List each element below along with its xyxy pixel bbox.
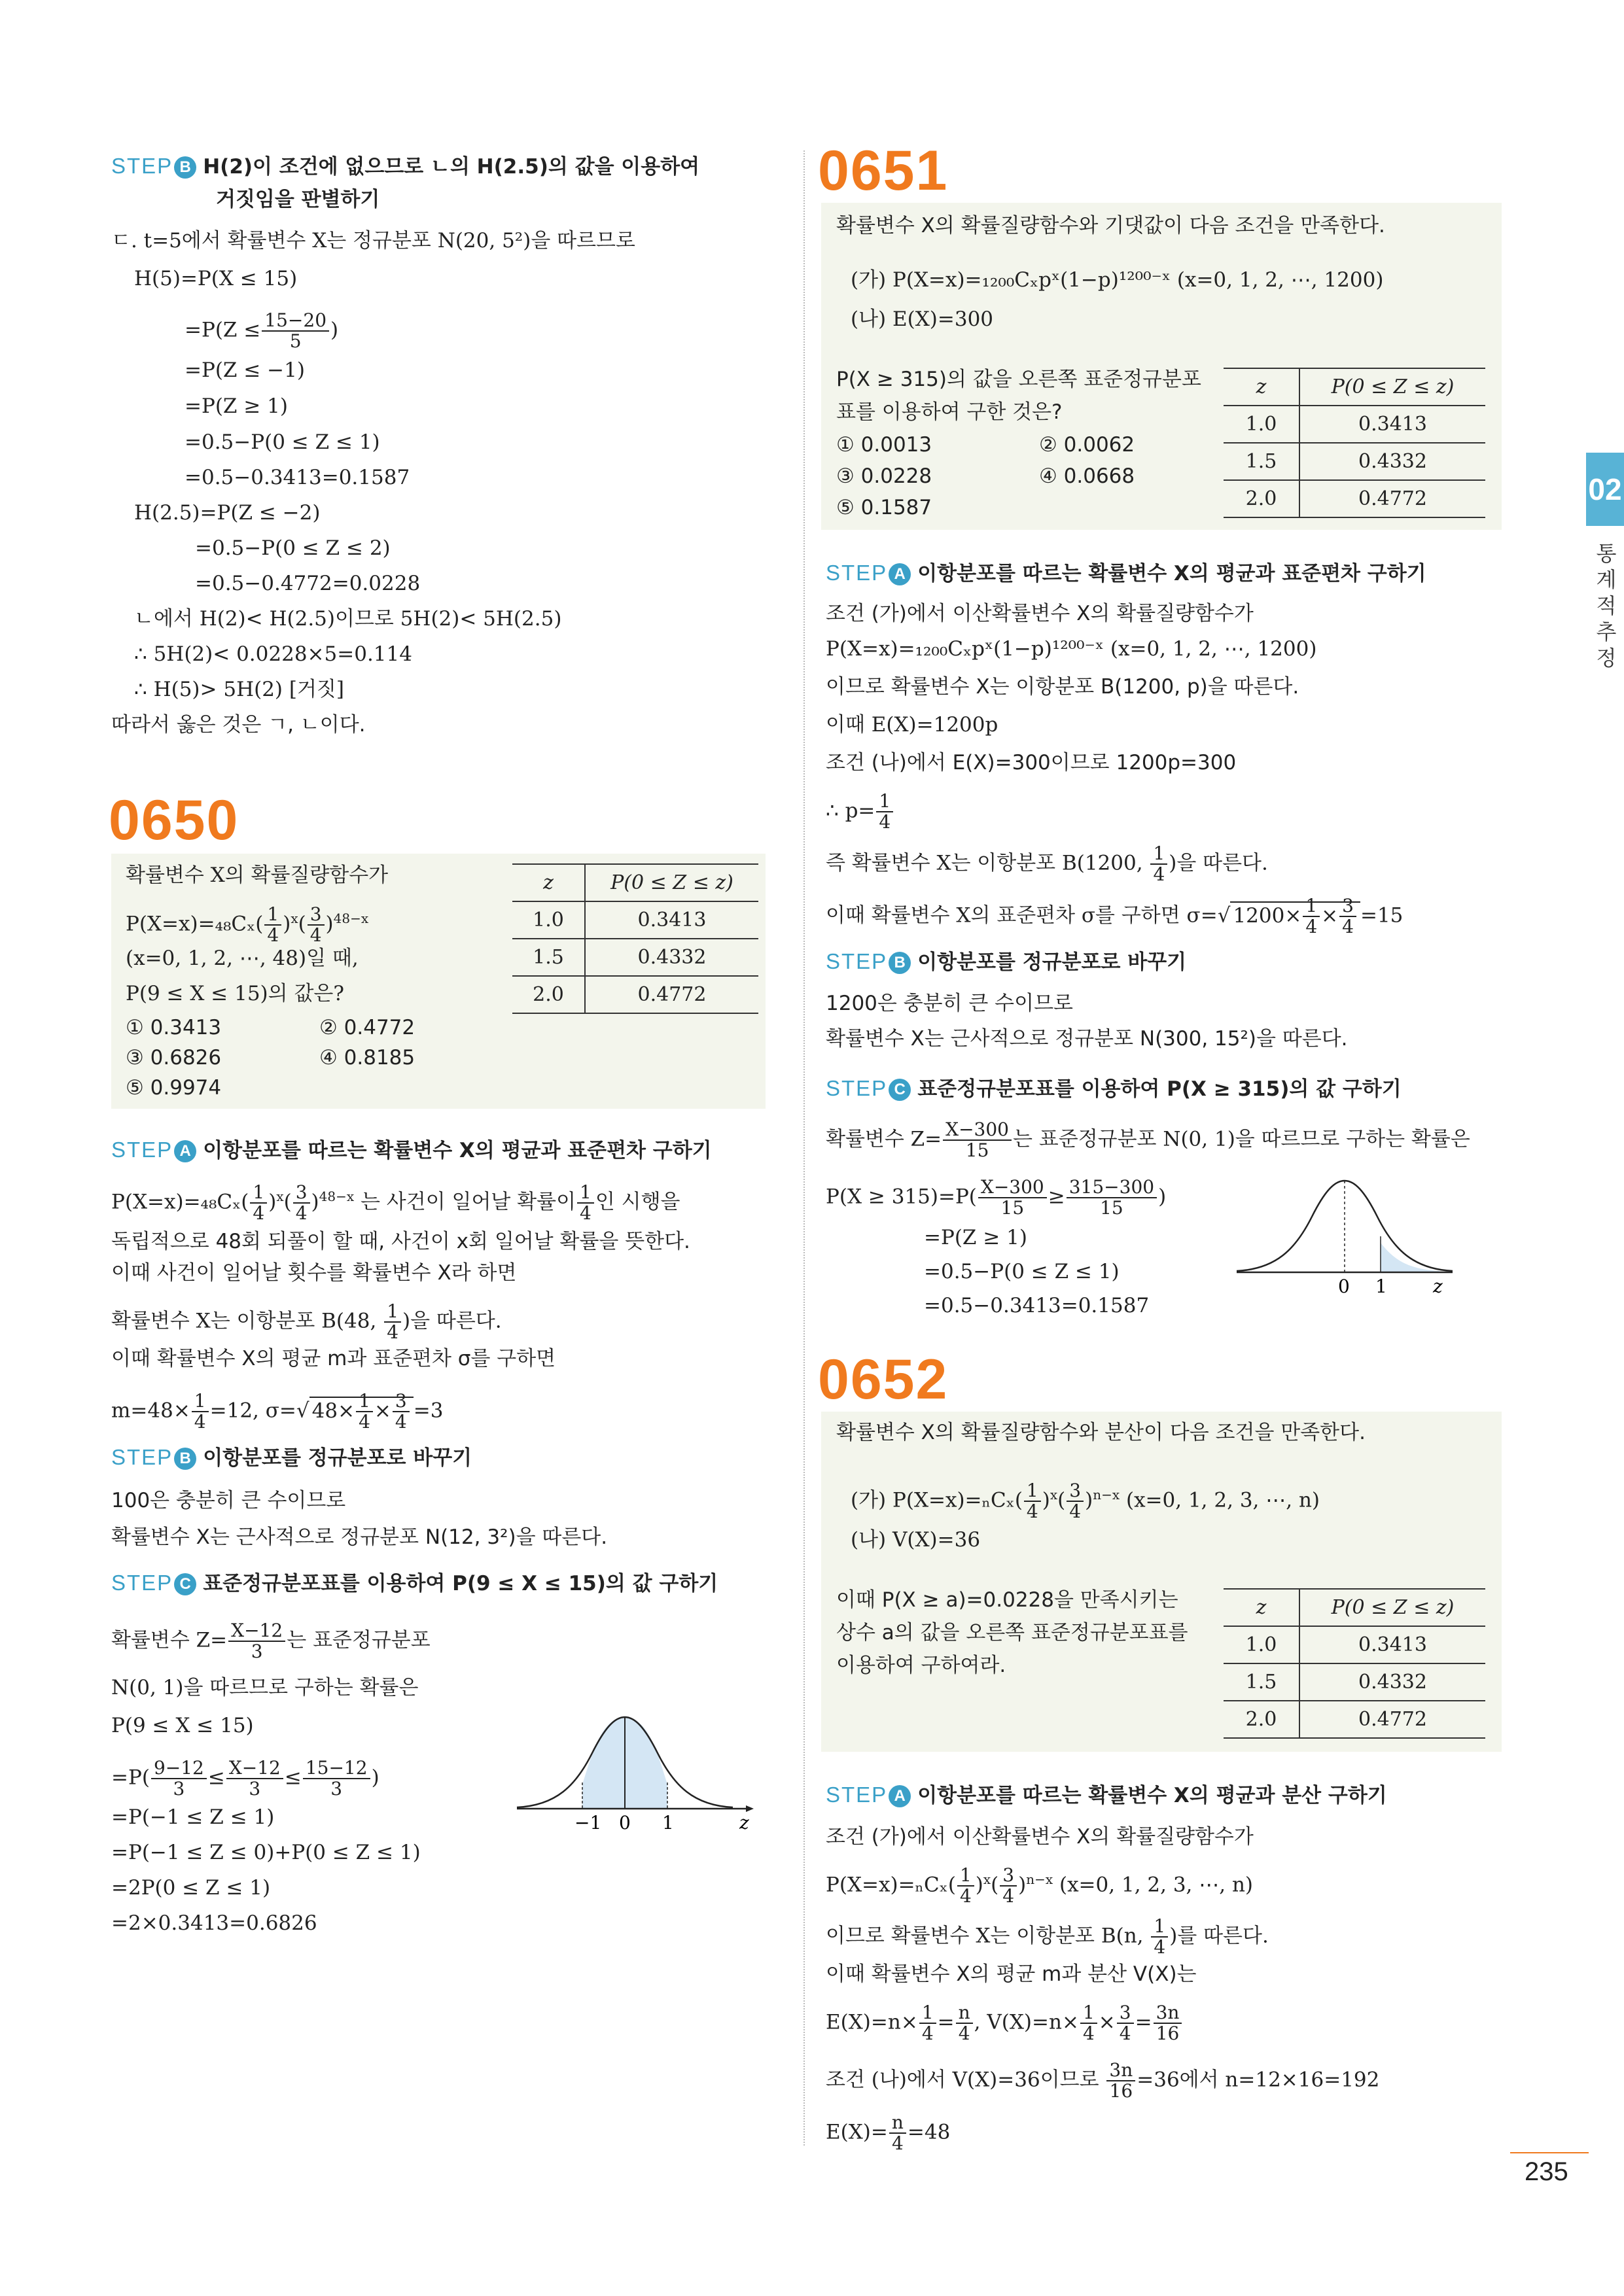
fraction: $\frac{1}{4}$: [1024, 1481, 1041, 1522]
sol-line: 이때 확률변수 X의 평균 m과 표준편차 σ를 구하면: [111, 1347, 556, 1370]
sqrt-body: [1230, 895, 1360, 937]
sol-line: 독립적으로 48회 되풀이 할 때, 사건이 x회 일어날 확률을 뜻한다.: [111, 1230, 690, 1253]
expr: 는 사건이 일어날 확률이: [361, 1190, 576, 1214]
fraction: $\frac{n}{4}$: [956, 2003, 973, 2044]
step-title: 표준정규분포표를 이용하여 P(9 ≤ X ≤ 15)의 값 구하기: [203, 1572, 718, 1595]
sol-line: [111, 1758, 380, 1799]
sol-line: [826, 1120, 1470, 1160]
fraction: [303, 1758, 370, 1799]
sol-line: P(X=x)=₄₈Cₓ( $\frac{1}{4}$ )$^x$( $\frac{3}{4}$ )$^{48-x}$ 는 사건이 일어날 확률이 $\frac{1}{4}$ 인 시행을: [111, 1181, 680, 1224]
tick-label: 1: [1375, 1276, 1387, 1295]
expr: , V(X)=n×: [974, 2010, 1079, 2034]
sol-line: =P(Z ≤ −1): [185, 358, 305, 382]
question-line: 이때 P(X ≥ a)=0.0228을 만족시키는: [836, 1588, 1178, 1612]
step-c-heading: [826, 1075, 1402, 1102]
exponent: x: [291, 911, 298, 927]
sol-line: 이므로 확률변수 X는 이항분포 B(1200, p)을 따른다.: [826, 675, 1299, 699]
sol-line: 조건 (가)에서 이산확률변수 X의 확률질량함수가: [826, 602, 1254, 625]
axis-label: z: [739, 1812, 749, 1832]
choice-5[interactable]: ⑤ 0.9974: [126, 1076, 222, 1100]
step-letter-badge: A: [889, 563, 911, 585]
step-letter-badge: C: [174, 1573, 196, 1595]
fraction: $\frac{3n}{16}$: [1154, 2003, 1182, 2044]
denominator: 15: [1000, 1197, 1025, 1219]
sol-line: ㄷ. t=5에서 확률변수 X는 정규분포 N(20, 5²)을 따르므로: [111, 229, 635, 252]
expr: P(X ≥ 315)=P(: [826, 1185, 977, 1209]
z-header: z: [512, 864, 585, 901]
sol-line: 확률변수 X는 근사적으로 정규분포 N(12, 3²)을 따른다.: [111, 1525, 608, 1549]
expr: P(X=x)=₄₈Cₓ: [126, 912, 256, 936]
expr: ): [371, 1765, 380, 1790]
problem-line: P(9 ≤ X ≤ 15)의 값은?: [126, 982, 344, 1005]
expr: m=48×: [111, 1399, 190, 1423]
expr: =15: [1360, 903, 1403, 928]
expr: 이때 확률변수 X의 표준편차 σ를 구하면 σ=: [826, 903, 1218, 928]
p-cell: 0.4772: [1299, 480, 1485, 517]
fraction: [226, 1758, 283, 1799]
fraction: $\frac{1}{4}$: [384, 1302, 401, 1342]
step-tag: STEP: [826, 1076, 888, 1100]
expr: ≥: [1048, 1185, 1065, 1209]
expr: (가) P(X=x)=ₙCₓ: [851, 1488, 1015, 1512]
sol-line: H(2.5)=P(Z ≤ −2): [134, 501, 321, 525]
sol-line: 이때 사건이 일어날 횟수를 확률변수 X라 하면: [111, 1261, 517, 1285]
fraction: $\frac{3}{4}$: [393, 1391, 410, 1432]
fraction: $\frac{1}{4}$: [1150, 844, 1167, 884]
denominator: 3: [249, 1778, 261, 1800]
p-cell: 0.3413: [1299, 1626, 1485, 1663]
problem-line: 확률변수 X의 확률질량함수와 분산이 다음 조건을 만족한다.: [836, 1421, 1366, 1444]
step-b-heading: [111, 1444, 472, 1471]
condition-b: (나) V(X)=36: [851, 1528, 981, 1552]
fraction: [943, 1120, 1012, 1160]
fraction: $\frac{3}{4}$: [1339, 896, 1356, 937]
sol-line: =2P(0 ≤ Z ≤ 1): [111, 1876, 271, 1900]
step-title: 표준정규분포표를 이용하여 P(X ≥ 315)의 값 구하기: [917, 1077, 1402, 1101]
fraction: $\frac{3}{4}$: [293, 1183, 310, 1223]
numerator: 1: [264, 905, 281, 926]
z-cell: 2.0: [1224, 480, 1299, 517]
fraction: $\frac{3}{4}$: [1117, 2003, 1134, 2044]
axis-label: z: [1433, 1276, 1443, 1295]
sol-line: [826, 844, 1268, 884]
step-tag: STEP: [826, 561, 888, 585]
numerator: 3: [308, 905, 325, 926]
sol-line: =P(Z ≥ 1): [185, 394, 288, 418]
sol-line: [826, 1177, 1166, 1218]
fraction: [262, 311, 329, 351]
denominator: 3: [251, 1641, 263, 1662]
sol-line: 1200은 충분히 큰 수이므로: [826, 992, 1073, 1015]
tick-label: 1: [662, 1812, 674, 1832]
fraction: [308, 905, 325, 945]
numerator: 9−12: [151, 1758, 207, 1779]
sol-line: N(0, 1)을 따르므로 구하는 확률은: [111, 1676, 419, 1699]
z-cell: 1.5: [1224, 443, 1299, 480]
sol-line: [826, 1917, 1269, 1957]
z-cell: 1.5: [1224, 1663, 1299, 1701]
fraction: $\frac{1}{4}$: [356, 1391, 373, 1432]
step-letter-badge: B: [174, 156, 196, 179]
fraction: $\frac{n}{4}$: [889, 2113, 906, 2153]
z-table-0650: [512, 863, 758, 1014]
exponent: 48−x: [333, 911, 369, 927]
expr: 인 시행을: [595, 1190, 680, 1214]
denominator: 15: [1100, 1197, 1123, 1219]
step-letter-badge: C: [889, 1079, 911, 1101]
z-cell: 2.0: [512, 976, 585, 1013]
z-cell: 1.0: [1224, 1626, 1299, 1663]
condition-b: (나) E(X)=300: [851, 307, 994, 331]
fraction: $\frac{1}{4}$: [919, 2003, 936, 2044]
expr: 확률변수 Z=: [826, 1127, 942, 1151]
fraction: $\frac{1}{4}$: [577, 1183, 594, 1223]
page-number-rule: [1510, 2152, 1589, 2153]
p-cell: 0.3413: [1299, 406, 1485, 443]
sol-line: =P(−1 ≤ Z ≤ 1): [111, 1805, 275, 1829]
fraction: $\frac{1}{4}$: [957, 1866, 974, 1906]
p-header: P(0 ≤ Z ≤ z): [1299, 1589, 1485, 1626]
sol-line: [185, 311, 338, 351]
expr: =P(Z ≤: [185, 318, 261, 342]
problem-line: 확률변수 X의 확률질량함수와 기댓값이 다음 조건을 만족한다.: [836, 214, 1385, 237]
denominator: 3: [173, 1778, 185, 1800]
step-c-heading: [111, 1570, 718, 1597]
expr: =48: [907, 2120, 951, 2144]
sol-line: [826, 2113, 950, 2153]
denominator: 4: [309, 924, 322, 946]
expr: 이므로 확률변수 X는 이항분포 B(n,: [826, 1924, 1144, 1948]
problem-pmf: P(X=x)=₄₈Cₓ( $\frac{1}{4}$ )$^x$( $\frac{3}{4}$ )$^{48-x}$: [126, 903, 369, 946]
sol-line: [826, 2003, 1183, 2044]
expr: =12, σ=: [209, 1399, 296, 1423]
expr: 즉 확률변수 X는 이항분포 B(1200,: [826, 851, 1143, 875]
sol-line: =0.5−P(0 ≤ Z ≤ 1): [185, 430, 380, 454]
expr: E(X)=n×: [826, 2010, 918, 2034]
normal-curve-graph-0651: [1230, 1164, 1479, 1295]
fraction: [1067, 1177, 1157, 1218]
numerator: 15−12: [303, 1758, 370, 1779]
expr: =: [1135, 2010, 1152, 2034]
axis-arrow: [746, 1805, 754, 1812]
denominator: 3: [330, 1778, 343, 1800]
sol-line: P(X=x)=₁₂₀₀Cₓpˣ(1−p)¹²⁰⁰⁻ˣ (x=0, 1, 2, ⋯, 1200): [826, 637, 1317, 661]
z-table-0651: [1224, 368, 1485, 518]
step-title: 이항분포를 따르는 확률변수 X의 평균과 표준편차 구하기: [203, 1139, 712, 1162]
question-line: 표를 이용하여 구한 것은?: [836, 400, 1063, 424]
expr: ): [1158, 1185, 1167, 1209]
sol-line: m=48× $\frac{1}{4}$ =12, σ=√ 48× $\frac{1}{4}$ × $\frac{3}{4}$ =3: [111, 1390, 444, 1433]
expr: ∴ p=: [826, 799, 875, 823]
condition-a: (가) P(X=x)=ₙCₓ( $\frac{1}{4}$ )$^x$( $\frac{3}{4}$ )$^{n-x}$ (x=0, 1, 2, 3, ⋯, n): [851, 1480, 1320, 1522]
sol-line: 이때 E(X)=1200p: [826, 713, 998, 737]
step-letter-badge: B: [889, 952, 911, 974]
expr: ≤: [207, 1765, 225, 1790]
sol-line: [826, 791, 894, 832]
fraction: $\frac{3}{4}$: [1067, 1481, 1084, 1522]
chapter-label: 통계적추정: [1596, 541, 1617, 670]
denominator: 5: [289, 330, 302, 352]
step-tag: STEP: [111, 154, 173, 178]
step-letter-badge: A: [889, 1785, 911, 1807]
fraction: $\frac{1}{4}$: [876, 791, 893, 832]
condition-a: (가) P(X=x)=₁₂₀₀Cₓpˣ(1−p)¹²⁰⁰⁻ˣ (x=0, 1, 2, ⋯, 1200): [851, 268, 1384, 292]
step-b-heading: [826, 948, 1186, 975]
choice-2[interactable]: ② 0.0062: [1039, 433, 1135, 457]
sol-line: H(5)=P(X ≤ 15): [134, 267, 298, 290]
numerator: 315−300: [1067, 1177, 1157, 1198]
step-title: 이항분포를 정규분포로 바꾸기: [203, 1446, 472, 1470]
tick-label: 0: [1338, 1276, 1350, 1295]
expr: E(X)=: [826, 2120, 888, 2144]
z-cell: 1.0: [512, 901, 585, 939]
step-a-heading: [826, 1782, 1387, 1809]
sol-line: 따라서 옳은 것은 ㄱ, ㄴ이다.: [111, 713, 366, 737]
expr: )을 따른다.: [402, 1309, 502, 1333]
expr: )을 따른다.: [1169, 851, 1268, 875]
choice-4[interactable]: ④ 0.0668: [1039, 464, 1135, 488]
fraction: $\frac{3}{4}$: [1000, 1866, 1017, 1906]
sol-line: =2×0.3413=0.6826: [111, 1911, 317, 1935]
fraction: [264, 905, 281, 945]
sol-line: P(9 ≤ X ≤ 15): [111, 1714, 254, 1737]
sol-line: 이때 확률변수 X의 평균 m과 분산 V(X)는: [826, 1962, 1197, 1986]
sol-line: =P(−1 ≤ Z ≤ 0)+P(0 ≤ Z ≤ 1): [111, 1841, 421, 1864]
step-tag: STEP: [111, 1138, 173, 1162]
choice-1[interactable]: ① 0.0013: [836, 433, 932, 457]
p-cell: 0.4772: [585, 976, 758, 1013]
expr: (x=0, 1, 2, 3, ⋯, n): [1059, 1873, 1254, 1897]
sol-line: [111, 1302, 502, 1342]
problem-line: 확률변수 X의 확률질량함수가: [126, 863, 389, 887]
expr: ×: [374, 1399, 391, 1423]
expr: ×: [1321, 903, 1339, 928]
sol-line: ∴ 5H(2)< 0.0228×5=0.114: [134, 642, 412, 666]
choice-5[interactable]: ⑤ 0.1587: [836, 496, 932, 519]
numerator: X−300: [978, 1177, 1047, 1198]
expr: )를 따른다.: [1169, 1924, 1269, 1948]
sol-line: ∴ H(5)> 5H(2) [거짓]: [134, 678, 344, 701]
sol-line: =0.5−P(0 ≤ Z ≤ 1): [924, 1260, 1120, 1283]
fraction: [151, 1758, 207, 1799]
sol-line: [826, 2061, 1379, 2101]
p-cell: 0.4332: [585, 939, 758, 976]
p-cell: 0.3413: [585, 901, 758, 939]
sol-line: [111, 1621, 431, 1661]
expr: 확률변수 Z=: [111, 1628, 228, 1652]
step-title: 이항분포를 따르는 확률변수 X의 평균과 분산 구하기: [917, 1784, 1387, 1807]
expr: =36에서 n=12×16=192: [1137, 2068, 1380, 2092]
fraction: $\frac{3n}{16}$: [1106, 2061, 1135, 2101]
sol-line: =0.5−0.3413=0.1587: [924, 1294, 1150, 1317]
normal-curve-graph-0650: [510, 1701, 759, 1832]
choice-2[interactable]: ② 0.4772: [319, 1016, 415, 1039]
fraction: $\frac{1}{4}$: [1151, 1917, 1168, 1957]
expr: ≤: [284, 1765, 302, 1790]
column-divider: [803, 150, 805, 2146]
choice-1[interactable]: ① 0.3413: [126, 1016, 222, 1039]
question-line: 이용하여 구하여라.: [836, 1654, 1006, 1677]
expr: ): [330, 318, 339, 342]
step-b-heading-cont: 거짓임을 판별하기: [216, 188, 380, 211]
expr: (x=0, 1, 2, 3, ⋯, n): [1125, 1488, 1320, 1512]
chapter-tab: 02: [1586, 453, 1624, 526]
step-tag: STEP: [111, 1445, 173, 1469]
expr: =P(: [111, 1765, 150, 1790]
numerator: X−300: [943, 1120, 1012, 1141]
sol-line: =0.5−0.3413=0.1587: [185, 466, 410, 489]
p-header: P(0 ≤ Z ≤ z): [1299, 368, 1485, 406]
z-table-0652: [1224, 1588, 1485, 1739]
sol-line: P(X=x)=ₙCₓ( $\frac{1}{4}$ )$^x$( $\frac{3}{4}$ )$^{n-x}$ (x=0, 1, 2, 3, ⋯, n): [826, 1864, 1254, 1907]
fraction: $\frac{1}{4}$: [192, 1391, 209, 1432]
expr: ×: [1098, 2010, 1116, 2034]
step-tag: STEP: [826, 949, 888, 973]
expr: 는 표준정규분포 N(0, 1)을 따르므로 구하는 확률은: [1013, 1127, 1470, 1151]
question-line: P(X ≥ 315)의 값을 오른쪽 표준정규분포: [836, 368, 1201, 391]
choice-3[interactable]: ③ 0.6826: [126, 1046, 222, 1070]
z-cell: 1.0: [1224, 406, 1299, 443]
expr: P(X=x)=ₙCₓ: [826, 1873, 948, 1897]
expr: 조건 (나)에서 V(X)=36이므로: [826, 2068, 1099, 2092]
sol-line: 조건 (가)에서 이산확률변수 X의 확률질량함수가: [826, 1825, 1254, 1849]
denominator: 15: [965, 1139, 989, 1161]
step-b-heading: [111, 153, 699, 180]
step-letter-badge: B: [174, 1448, 196, 1470]
fraction: [228, 1621, 285, 1661]
sol-line: 100은 충분히 큰 수이므로: [111, 1489, 346, 1512]
step-tag: STEP: [111, 1571, 173, 1595]
tick-label: 0: [619, 1812, 631, 1832]
p-cell: 0.4332: [1299, 1663, 1485, 1701]
z-header: z: [1224, 368, 1299, 406]
z-cell: 2.0: [1224, 1701, 1299, 1738]
p-header: P(0 ≤ Z ≤ z): [585, 864, 758, 901]
sol-line: =0.5−P(0 ≤ Z ≤ 2): [195, 536, 391, 560]
page-number: 235: [1525, 2157, 1568, 2186]
step-title: 이항분포를 정규분포로 바꾸기: [917, 950, 1187, 974]
choice-4[interactable]: ④ 0.8185: [319, 1046, 415, 1070]
curve: [1237, 1181, 1453, 1271]
expr: 1200×: [1233, 903, 1302, 928]
numerator: X−12: [226, 1758, 283, 1779]
expr: 확률변수 X는 이항분포 B(48,: [111, 1309, 377, 1333]
step-letter-badge: A: [174, 1140, 196, 1162]
sol-line: =0.5−0.4772=0.0228: [195, 572, 421, 595]
expr: =3: [413, 1399, 444, 1423]
step-a-heading: [111, 1137, 712, 1164]
z-cell: 1.5: [512, 939, 585, 976]
choice-3[interactable]: ③ 0.0228: [836, 464, 932, 488]
numerator: X−12: [228, 1621, 285, 1642]
sol-line: 이때 확률변수 X의 표준편차 σ를 구하면 σ=√ 1200× $\frac{1}{4}$ × $\frac{3}{4}$ =15: [826, 895, 1403, 937]
expr: 48×: [311, 1399, 355, 1423]
fraction: [978, 1177, 1047, 1218]
fraction: $\frac{1}{4}$: [250, 1183, 267, 1223]
step-tag: STEP: [826, 1783, 888, 1807]
sol-line: 조건 (나)에서 E(X)=300이므로 1200p=300: [826, 751, 1237, 774]
fraction: $\frac{1}{4}$: [1303, 896, 1320, 937]
tick-label: −1: [574, 1812, 602, 1832]
z-header: z: [1224, 1589, 1299, 1626]
expr: 는 표준정규분포: [287, 1628, 431, 1652]
question-line: 상수 a의 값을 오른쪽 표준정규분포표를: [836, 1621, 1188, 1644]
denominator: 4: [267, 924, 279, 946]
problem-number-0650: 0650: [109, 789, 239, 852]
problem-line: (x=0, 1, 2, ⋯, 48)일 때,: [126, 947, 359, 970]
sol-line: 확률변수 X는 근사적으로 정규분포 N(300, 15²)을 따른다.: [826, 1027, 1348, 1051]
expr: P(X=x)=₄₈Cₓ: [111, 1190, 241, 1214]
step-title: 이항분포를 따르는 확률변수 X의 평균과 표준편차 구하기: [917, 562, 1426, 585]
sqrt-body: [309, 1390, 414, 1433]
fraction: $\frac{1}{4}$: [1080, 2003, 1097, 2044]
step-a-heading: [826, 560, 1426, 587]
p-cell: 0.4332: [1299, 443, 1485, 480]
step-title: H(2)이 조건에 없으므로 ㄴ의 H(2.5)의 값을 이용하여: [203, 155, 700, 179]
problem-number-0651: 0651: [818, 139, 949, 202]
expr: =: [937, 2010, 955, 2034]
p-cell: 0.4772: [1299, 1701, 1485, 1738]
problem-number-0652: 0652: [818, 1348, 949, 1411]
sol-line: ㄴ에서 H(2)< H(2.5)이므로 5H(2)< 5H(2.5): [134, 607, 562, 631]
numerator: 15−20: [262, 311, 329, 332]
sol-line: =P(Z ≥ 1): [924, 1226, 1027, 1249]
